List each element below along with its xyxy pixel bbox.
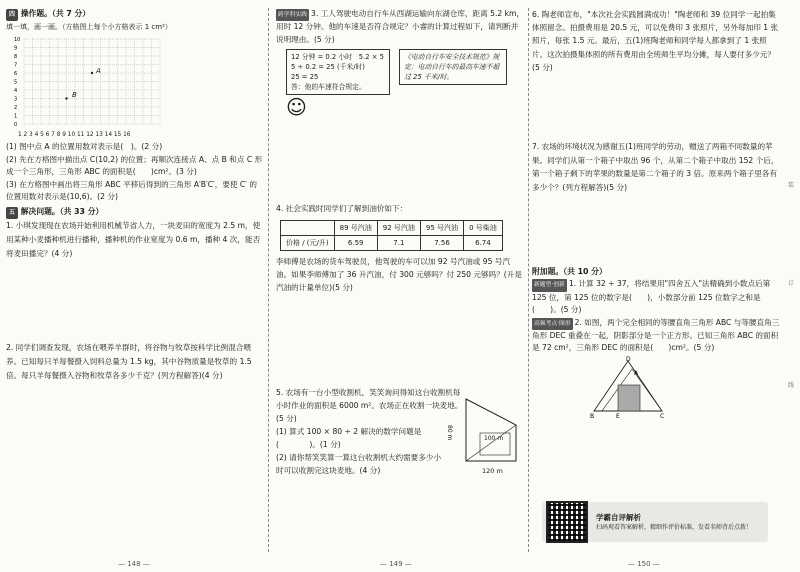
grid-x-labels: 1 2 3 4 5 6 7 8 9 10 11 12 13 14 15 16: [18, 132, 131, 139]
triangle-figure: [588, 355, 668, 419]
problem-6: 6. 陶老师宣布，"本次社会实践圆满成功！"陶老师和 39 位同学一起拍集体照留念。拍摄费用是 20.5 元，可以免费印 3 张照片，另外每加印 1 张照片，每张 1.5 元。最后，五(1)班陶老师和同学每人都拿到了 1 张照片。这次拍摄集体照的所有费用由全班师生平均分摊，每人要付多少元？(5 分): [532, 10, 779, 72]
divider-right: [528, 8, 529, 552]
label-80m: 80 m: [446, 424, 453, 441]
grid-y-label: 0: [14, 122, 18, 129]
study-card: [542, 502, 768, 542]
page-149: [276, 8, 524, 477]
fig-label-c: C: [660, 412, 665, 419]
problem-1: 1. 小琪发现现在农场开始利用机械节省人力，一块麦田的宽度为 2.5 m，使用某种小麦播种机进行播种，播种机的作业宽度为 0.6 m，播种 4 次，能否将麦田播完？(4 分): [6, 221, 261, 259]
tag-high-frequency: 高频考点·图形: [532, 318, 573, 330]
question-3: (3) 在方格图中画出将三角形 ABC 平移后得到的三角形 A′B′C′，要使 C′ 的位置用数对表示是(10,6)。(2 分): [6, 179, 257, 202]
grid-drawing: [12, 35, 172, 131]
binding-mark-1: 装: [787, 182, 794, 189]
page-148: [6, 8, 264, 383]
grid-y-label: 3: [14, 96, 18, 103]
question-1: (1) 图中点 A 的位置用数对表示是( )。(2 分): [6, 142, 163, 152]
fig-label-d: D: [626, 355, 631, 363]
binding-mark-3: 线: [787, 382, 794, 389]
binding-mark-2: 订: [787, 280, 794, 287]
calc-area: [286, 49, 524, 119]
extra-problem-1: 新题型·创新 1. 计算 32 ÷ 37，将结果用"四舍五入"法精确到小数点后第 125 位，第 125 位的数字是( )，小数部分前 125 位数字之和是( )。(5 分): [532, 279, 771, 315]
tag-new-type: 新题型·创新: [532, 279, 567, 291]
question-2: (2) 先在方格图中描出点 C(10,2) 的位置；再顺次连接点 A、点 B 和点 C 形成一个三角形，三角形 ABC 的面积是( )cm²。(3 分): [6, 154, 263, 177]
field-figure: [462, 395, 520, 473]
problem-3: 跨学科实践 3. 工人驾驶电动自行车从西湖运输向东湖仓库，距离 5.2 km，用时 12 分钟。他的车速是否符合规定？小睿的计算过程如下，请判断并说明理由。(5 分): [276, 9, 525, 44]
qr-code[interactable]: [546, 501, 588, 543]
page-150: [532, 8, 780, 531]
section-extra: 附加题。（共 10 分）: [532, 267, 607, 277]
problem-5-part-1: (1) 算式 100 × 80 ÷ 2 解决的数学问题是( )。(1 分): [276, 426, 422, 449]
problem-5-part-2: (2) 请你帮笑笑算一算这台收割机大约需要多少小时可以收割完这块麦地。(4 分): [276, 452, 442, 475]
grid-y-label: 10: [14, 37, 21, 44]
section-solve: 五 解决问题。（共 33 分）: [6, 206, 264, 219]
price-table: 89 号汽油 92 号汽油 95 号汽油 0 号柴油 价格 / (元/升) 6.59 7.1 7.56 6.74: [280, 220, 503, 251]
grid-y-label: 2: [14, 105, 18, 112]
problem-4: 4. 社会实践时同学们了解到油价如下：: [276, 204, 408, 214]
page-number-150: — 150 —: [628, 560, 660, 568]
point-b: [65, 98, 67, 100]
grid-y-label: 1: [14, 113, 18, 120]
problem-5: 5. 农场有一台小型收割机，笑笑询问得知这台收割机每小时作业的面积是 6000 m²。农场正在收割一块麦地。(5 分): [276, 387, 463, 423]
grid-y-label: 4: [14, 88, 18, 95]
tag-cross-discipline: 跨学科实践: [276, 9, 309, 21]
fig-label-a: A: [634, 369, 639, 377]
grid-y-label: 5: [14, 79, 18, 86]
point-b-label: B: [72, 91, 77, 100]
page-number-149: — 149 —: [380, 560, 412, 568]
divider-left: [268, 8, 269, 552]
problem-2: 2. 同学们调查发现，农场在喂养羊群时，将谷物与牧草按科学比例混合喂养。已知每只羊每餐摄入饲料总量为 1.5 kg，其中谷物质量是牧草的 1.5 倍。每只羊每餐摄入谷物和牧草各多少千克？(列方程解答)(4 分): [6, 343, 252, 381]
fig-label-e: E: [616, 412, 620, 419]
label-120m: 120 m: [482, 466, 503, 475]
teacher-figure-icon: ☺: [286, 95, 307, 120]
grid-y-label: 8: [14, 54, 18, 61]
grid-y-label: 9: [14, 45, 18, 52]
calc-box: 12 分钟 = 0.2 小时 5.2 × 5 5 ÷ 0.2 = 25 (千米/时) 25 = 25 答：他的车速符合规定。: [286, 49, 390, 95]
point-a-label: A: [96, 67, 101, 76]
rule-box: 《电动自行车安全技术规范》规定：电动自行车的最高车速不超过 25 千米/时。: [399, 49, 507, 85]
point-a: [91, 72, 93, 74]
coordinate-grid: [12, 35, 172, 131]
study-title: 学霸自评解析: [596, 513, 641, 522]
problem-4-detail: 李师傅是农场的货车驾驶员，他驾驶的车可以加 92 号汽油或 95 号汽油。如果李师傅加了 36 升汽油，付 300 元够吗？付 250 元够吗？(升是汽油的计量单位)(5 分): [276, 256, 522, 292]
section-icon: 五: [6, 207, 18, 219]
grid-y-label: 6: [14, 71, 18, 78]
page-number-148: — 148 —: [118, 560, 150, 568]
problem-7: 7. 农场的环境状况为感谢五(1)班同学的劳动，赠送了两箱不同数量的苹果。同学们从第一个箱子中取出 96 个，从第二个箱子中取出 152 个后，第一个箱子剩下的苹果的数量是第二个箱子的 3 倍。原来两个箱子里各有多少个？(列方程解答)(5 分): [532, 142, 779, 192]
extra-problem-2: 高频考点·图形 2. 如图，两个完全相同的等腰直角三角形 ABC 与等腰直角三角形 DEC 重叠在一起，阴影部分是一个正方形。已知三角形 ABC 的面积是 72 cm²，三角形 DEC 的面积是( )cm²。(5 分): [532, 317, 780, 353]
label-100m: 100 m: [484, 434, 504, 442]
section-icon: 四: [6, 9, 18, 21]
fill-instruction: 填一填，画一画。（方格图上每个小方格表示 1 cm²）: [6, 23, 172, 31]
section-operations: 四 操作题。（共 7 分）: [6, 8, 264, 21]
grid-y-label: 7: [14, 62, 18, 69]
fig-label-b: B: [590, 412, 595, 419]
study-text: 扫码观看答案解析，精细作评价标准，发看名师背后点拨！: [596, 524, 753, 531]
